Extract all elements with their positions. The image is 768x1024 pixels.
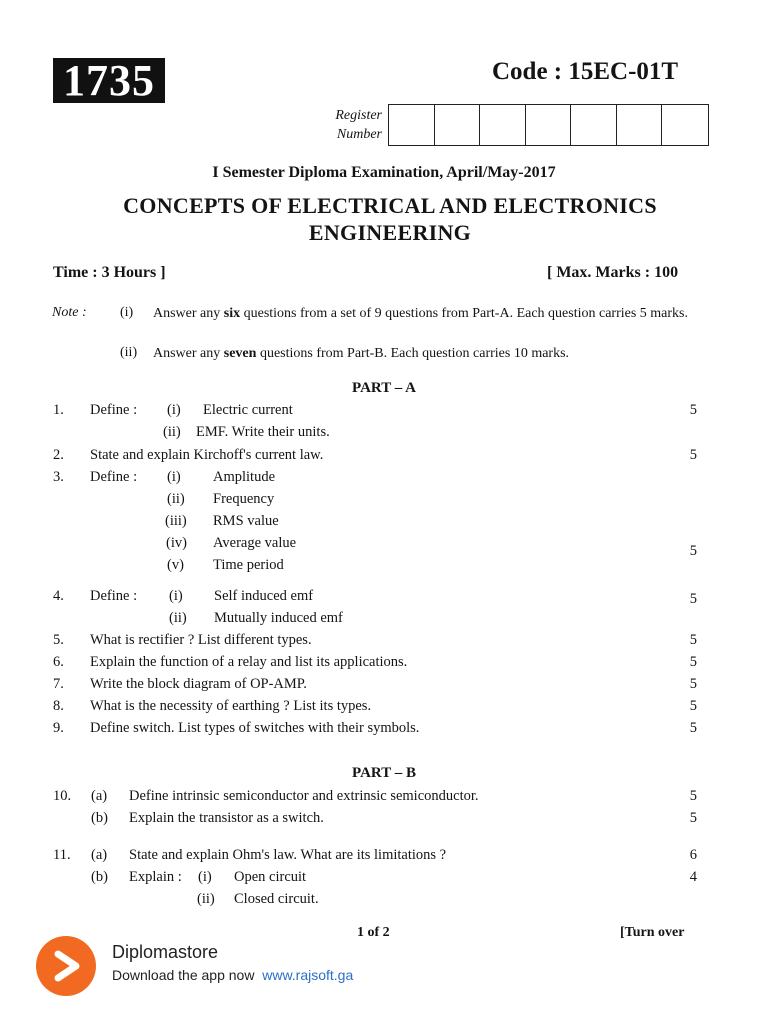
- sub-question-text: Open circuit: [234, 869, 307, 885]
- register-box: [617, 105, 663, 145]
- question-text: What is rectifier ? List different types.: [90, 632, 312, 648]
- question-marks: 5: [689, 676, 697, 692]
- question-number: 8.: [53, 698, 64, 714]
- question-number: 7.: [53, 676, 64, 692]
- sub-question-number: (i): [167, 469, 181, 485]
- question-number: 4.: [53, 588, 64, 604]
- sub-question-number: (v): [167, 557, 184, 573]
- question-number: 3.: [53, 469, 64, 485]
- question-marks: 5: [689, 632, 697, 648]
- question-text: State and explain Kirchoff's current law.: [90, 447, 324, 463]
- sub-question-number: (i): [169, 588, 183, 604]
- brand-name: Diplomastore: [112, 942, 219, 962]
- question-text: Explain the function of a relay and list its applications.: [90, 654, 408, 670]
- question-number: 9.: [53, 720, 64, 736]
- question-marks: 5: [689, 698, 697, 714]
- question-text: Write the block diagram of OP-AMP.: [90, 676, 307, 692]
- question-marks: 4: [689, 869, 697, 885]
- diplomastore-logo-icon[interactable]: [36, 936, 96, 996]
- max-marks: [ Max. Marks : 100: [547, 264, 679, 281]
- time-allowed: Time : 3 Hours ]: [53, 264, 166, 281]
- sub-question-number: (ii): [169, 610, 187, 626]
- sub-question-number: (ii): [163, 424, 181, 440]
- turn-over-note: [Turn over: [620, 925, 685, 940]
- sub-question-text: Self induced emf: [214, 588, 314, 604]
- question-marks: 6: [689, 847, 697, 863]
- question-number: 2.: [53, 447, 64, 463]
- question-lead: Explain :: [129, 869, 182, 885]
- sub-question-text: Closed circuit.: [234, 891, 319, 907]
- register-box: [480, 105, 526, 145]
- part-a-heading: PART – A: [352, 380, 416, 396]
- register-number-boxes: [388, 104, 709, 146]
- sub-question-text: Amplitude: [213, 469, 276, 485]
- website-link[interactable]: www.rajsoft.ga: [262, 967, 354, 983]
- sub-question-number: (i): [198, 869, 212, 885]
- question-lead: Define :: [90, 402, 138, 418]
- paper-code: Code : 15EC-01T: [492, 58, 679, 85]
- question-marks: 5: [689, 591, 697, 607]
- register-number-label: Register Number: [335, 108, 382, 142]
- sub-question-number: (ii): [167, 491, 185, 507]
- sub-question-text: Explain the transistor as a switch.: [129, 810, 324, 826]
- note-item-number: (ii): [120, 345, 138, 360]
- sub-question-text: EMF. Write their units.: [196, 424, 330, 440]
- sub-question-number: (i): [167, 402, 181, 418]
- question-marks: 5: [689, 402, 697, 418]
- sub-question-number: (iv): [166, 535, 187, 551]
- sub-question-text: Time period: [213, 557, 284, 573]
- question-lead: Define :: [90, 469, 138, 485]
- register-box: [526, 105, 572, 145]
- exam-title: I Semester Diploma Examination, April/May-2017: [212, 164, 556, 181]
- part-b-heading: PART – B: [352, 765, 416, 781]
- question-marks: 5: [689, 788, 697, 804]
- sub-question-text: Mutually induced emf: [214, 610, 343, 626]
- question-marks: 5: [689, 810, 697, 826]
- sub-question-number: (b): [91, 869, 108, 885]
- question-number: 11.: [53, 847, 71, 863]
- register-box: [662, 105, 708, 145]
- sub-question-text: Frequency: [213, 491, 275, 507]
- note-item-text: Answer any six questions from a set of 9 questions from Part-A. Each question carries 5 marks.: [153, 306, 689, 321]
- download-tagline: Download the app now www.rajsoft.ga: [112, 967, 354, 983]
- register-box: [571, 105, 617, 145]
- sub-question-text: State and explain Ohm's law. What are its limitations ?: [129, 847, 447, 863]
- sub-question-text: Electric current: [203, 402, 293, 418]
- note-item-number: (i): [120, 305, 134, 320]
- paper-number-badge: 1735: [53, 58, 165, 103]
- question-marks: 5: [689, 447, 697, 463]
- sub-question-text: Average value: [213, 535, 297, 551]
- sub-question-number: (a): [91, 847, 108, 863]
- question-number: 6.: [53, 654, 64, 670]
- question-number: 10.: [53, 788, 72, 804]
- question-text: What is the necessity of earthing ? List its types.: [90, 698, 372, 714]
- question-lead: Define :: [90, 588, 138, 604]
- note-item-text: Answer any seven questions from Part-B. Each question carries 10 marks.: [153, 346, 570, 361]
- sub-question-text: RMS value: [213, 513, 279, 529]
- question-number: 1.: [53, 402, 64, 418]
- question-number: 5.: [53, 632, 64, 648]
- sub-question-number: (a): [91, 788, 108, 804]
- sub-question-number: (b): [91, 810, 108, 826]
- question-text: Define switch. List types of switches with their symbols.: [90, 720, 420, 736]
- register-box: [435, 105, 481, 145]
- register-box: [389, 105, 435, 145]
- page-number: 1 of 2: [357, 925, 390, 940]
- sub-question-number: (ii): [197, 891, 215, 907]
- note-label: Note :: [52, 305, 87, 320]
- question-marks: 5: [689, 654, 697, 670]
- question-marks: 5: [689, 543, 697, 559]
- subject-title: CONCEPTS OF ELECTRICAL AND ELECTRONICS ENGINEERING: [123, 193, 657, 245]
- sub-question-number: (iii): [165, 513, 187, 529]
- sub-question-text: Define intrinsic semiconductor and extrinsic semiconductor.: [129, 788, 479, 804]
- question-marks: 5: [689, 720, 697, 736]
